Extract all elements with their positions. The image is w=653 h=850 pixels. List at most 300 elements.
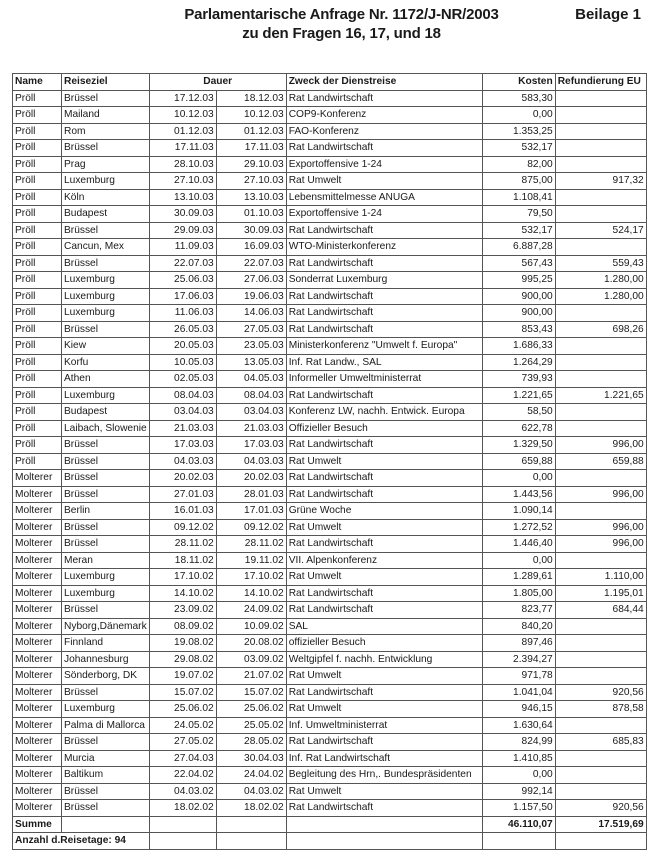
- trip-refund: 684,44: [555, 602, 646, 619]
- trip-end-date: 30.04.03: [216, 750, 286, 767]
- trip-purpose: COP9-Konferenz: [286, 107, 482, 124]
- trip-end-date: 25.06.02: [216, 701, 286, 718]
- trip-destination: Brüssel: [62, 519, 150, 536]
- trip-destination: Rom: [62, 123, 150, 140]
- trip-end-date: 03.04.03: [216, 404, 286, 421]
- table-row: [13, 404, 647, 421]
- travel-expenses-table: [12, 73, 647, 850]
- table-row: [13, 239, 647, 256]
- trip-cost: 1.221,65: [482, 387, 555, 404]
- trip-destination: Meran: [62, 552, 150, 569]
- trip-cost: 622,78: [482, 420, 555, 437]
- trip-purpose: Rat Landwirtschaft: [286, 321, 482, 338]
- attachment-label: Beilage 1: [575, 6, 641, 23]
- trip-cost: 1.446,40: [482, 536, 555, 553]
- trip-refund: 996,00: [555, 437, 646, 454]
- trip-destination: Kiew: [62, 338, 150, 355]
- trip-refund: [555, 618, 646, 635]
- trip-destination: Brüssel: [62, 321, 150, 338]
- trip-name: Molterer: [13, 585, 62, 602]
- document-subtitle: zu den Fragen 16, 17, und 18: [242, 25, 441, 42]
- trip-destination: Budapest: [62, 404, 150, 421]
- trip-cost: 1.353,25: [482, 123, 555, 140]
- trip-purpose: Offizieller Besuch: [286, 420, 482, 437]
- trip-cost: 971,78: [482, 668, 555, 685]
- trip-destination: Brüssel: [62, 602, 150, 619]
- trip-cost: 2.394,27: [482, 651, 555, 668]
- trip-end-date: 18.02.02: [216, 800, 286, 817]
- trip-name: Molterer: [13, 717, 62, 734]
- trip-end-date: 16.09.03: [216, 239, 286, 256]
- trip-name: Pröll: [13, 123, 62, 140]
- table-row: [13, 123, 647, 140]
- trip-purpose: Rat Landwirtschaft: [286, 585, 482, 602]
- trip-end-date: 29.10.03: [216, 156, 286, 173]
- trip-name: Pröll: [13, 338, 62, 355]
- table-row: [13, 767, 647, 784]
- table-row: [13, 420, 647, 437]
- column-header-purpose: Zweck der Dienstreise: [286, 74, 482, 91]
- trip-refund: 996,00: [555, 536, 646, 553]
- trip-start-date: 11.06.03: [149, 305, 216, 322]
- trip-start-date: 17.06.03: [149, 288, 216, 305]
- trip-purpose: Informeller Umweltministerrat: [286, 371, 482, 388]
- trip-start-date: 27.04.03: [149, 750, 216, 767]
- trip-end-date: 13.05.03: [216, 354, 286, 371]
- trip-end-date: 28.11.02: [216, 536, 286, 553]
- trip-end-date: 25.05.02: [216, 717, 286, 734]
- trip-purpose: Inf. Rat Landwirtschaft: [286, 750, 482, 767]
- trip-cost: 739,93: [482, 371, 555, 388]
- trip-destination: Johannesburg: [62, 651, 150, 668]
- trip-name: Molterer: [13, 536, 62, 553]
- trip-end-date: 27.06.03: [216, 272, 286, 289]
- trip-start-date: 27.01.03: [149, 486, 216, 503]
- trip-cost: 567,43: [482, 255, 555, 272]
- trip-purpose: Rat Umwelt: [286, 453, 482, 470]
- trip-destination: Brüssel: [62, 453, 150, 470]
- trip-purpose: Weltgipfel f. nachh. Entwicklung: [286, 651, 482, 668]
- table-row: [13, 90, 647, 107]
- trip-end-date: 17.03.03: [216, 437, 286, 454]
- trip-name: Molterer: [13, 800, 62, 817]
- trip-purpose: Rat Landwirtschaft: [286, 602, 482, 619]
- table-row: [13, 387, 647, 404]
- trip-end-date: 20.08.02: [216, 635, 286, 652]
- trip-end-date: 28.05.02: [216, 734, 286, 751]
- trip-end-date: 20.02.03: [216, 470, 286, 487]
- trip-purpose: Rat Umwelt: [286, 668, 482, 685]
- trip-start-date: 17.10.02: [149, 569, 216, 586]
- trip-start-date: 22.07.03: [149, 255, 216, 272]
- trip-name: Molterer: [13, 635, 62, 652]
- trip-name: Molterer: [13, 668, 62, 685]
- trip-name: Pröll: [13, 140, 62, 157]
- trip-start-date: 25.06.03: [149, 272, 216, 289]
- trip-refund: 1.195,01: [555, 585, 646, 602]
- trip-purpose: Rat Landwirtschaft: [286, 470, 482, 487]
- trip-name: Molterer: [13, 651, 62, 668]
- trip-cost: 1.630,64: [482, 717, 555, 734]
- trip-name: Pröll: [13, 354, 62, 371]
- trip-start-date: 04.03.02: [149, 783, 216, 800]
- trip-destination: Brüssel: [62, 437, 150, 454]
- trip-end-date: 21.03.03: [216, 420, 286, 437]
- trip-destination: Luxemburg: [62, 569, 150, 586]
- trip-purpose: Rat Landwirtschaft: [286, 305, 482, 322]
- trip-end-date: 30.09.03: [216, 222, 286, 239]
- trip-cost: 1.041,04: [482, 684, 555, 701]
- table-row: [13, 569, 647, 586]
- trip-start-date: 13.10.03: [149, 189, 216, 206]
- trip-start-date: 29.08.02: [149, 651, 216, 668]
- trip-refund: 659,88: [555, 453, 646, 470]
- trip-purpose: Rat Landwirtschaft: [286, 800, 482, 817]
- trip-cost: 0,00: [482, 767, 555, 784]
- table-row: [13, 734, 647, 751]
- trip-start-date: 28.11.02: [149, 536, 216, 553]
- trip-refund: [555, 651, 646, 668]
- trip-purpose: Lebensmittelmesse ANUGA: [286, 189, 482, 206]
- table-row: [13, 288, 647, 305]
- trip-name: Pröll: [13, 387, 62, 404]
- trip-start-date: 21.03.03: [149, 420, 216, 437]
- table-row: [13, 354, 647, 371]
- trip-end-date: 10.09.02: [216, 618, 286, 635]
- trip-end-date: 27.10.03: [216, 173, 286, 190]
- trip-destination: Brüssel: [62, 783, 150, 800]
- trip-end-date: 22.07.03: [216, 255, 286, 272]
- trip-refund: 1.110,00: [555, 569, 646, 586]
- trip-start-date: 04.03.03: [149, 453, 216, 470]
- table-row: [13, 486, 647, 503]
- trip-refund: [555, 371, 646, 388]
- trip-end-date: 04.03.03: [216, 453, 286, 470]
- trip-cost: 1.686,33: [482, 338, 555, 355]
- trip-purpose: Rat Landwirtschaft: [286, 387, 482, 404]
- trip-refund: 920,56: [555, 684, 646, 701]
- trip-name: Pröll: [13, 156, 62, 173]
- column-header-name: Name: [13, 74, 62, 91]
- trip-purpose: Rat Umwelt: [286, 173, 482, 190]
- trip-start-date: 25.06.02: [149, 701, 216, 718]
- trip-end-date: 21.07.02: [216, 668, 286, 685]
- trip-refund: [555, 470, 646, 487]
- trip-refund: 559,43: [555, 255, 646, 272]
- trip-name: Molterer: [13, 552, 62, 569]
- trip-start-date: 24.05.02: [149, 717, 216, 734]
- trip-start-date: 14.10.02: [149, 585, 216, 602]
- trip-destination: Brüssel: [62, 734, 150, 751]
- trip-refund: 996,00: [555, 519, 646, 536]
- trip-destination: Brüssel: [62, 684, 150, 701]
- column-header-destination: Reiseziel: [62, 74, 150, 91]
- trip-cost: 900,00: [482, 288, 555, 305]
- table-row: [13, 618, 647, 635]
- trip-purpose: Rat Umwelt: [286, 701, 482, 718]
- trip-cost: 824,99: [482, 734, 555, 751]
- trip-purpose: Ministerkonferenz "Umwelt f. Europa": [286, 338, 482, 355]
- trip-start-date: 22.04.02: [149, 767, 216, 784]
- column-header-refund: Refundierung EU: [555, 74, 646, 91]
- trip-purpose: Rat Landwirtschaft: [286, 437, 482, 454]
- trip-refund: [555, 305, 646, 322]
- trip-start-date: 11.09.03: [149, 239, 216, 256]
- travel-days-row: [13, 833, 647, 850]
- trip-refund: [555, 338, 646, 355]
- trip-name: Molterer: [13, 767, 62, 784]
- trip-cost: 840,20: [482, 618, 555, 635]
- trip-name: Molterer: [13, 503, 62, 520]
- table-row: [13, 371, 647, 388]
- trip-name: Molterer: [13, 684, 62, 701]
- trip-cost: 946,15: [482, 701, 555, 718]
- trip-start-date: 23.09.02: [149, 602, 216, 619]
- trip-purpose: FAO-Konferenz: [286, 123, 482, 140]
- trip-start-date: 03.04.03: [149, 404, 216, 421]
- trip-refund: [555, 767, 646, 784]
- table-row: [13, 321, 647, 338]
- trip-start-date: 27.05.02: [149, 734, 216, 751]
- cost-total: 46.110,07: [482, 816, 555, 833]
- trip-end-date: 14.06.03: [216, 305, 286, 322]
- trip-destination: Nyborg,Dänemark: [62, 618, 150, 635]
- trip-name: Molterer: [13, 470, 62, 487]
- trip-name: Pröll: [13, 107, 62, 124]
- trip-name: Pröll: [13, 206, 62, 223]
- trip-cost: 823,77: [482, 602, 555, 619]
- trip-destination: Athen: [62, 371, 150, 388]
- trip-purpose: offizieller Besuch: [286, 635, 482, 652]
- trip-cost: 1.410,85: [482, 750, 555, 767]
- document-title: Parlamentarische Anfrage Nr. 1172/J-NR/2003: [184, 6, 499, 23]
- trip-start-date: 02.05.03: [149, 371, 216, 388]
- trip-end-date: 01.12.03: [216, 123, 286, 140]
- trip-cost: 583,30: [482, 90, 555, 107]
- trip-cost: 853,43: [482, 321, 555, 338]
- table-row: [13, 684, 647, 701]
- trip-end-date: 13.10.03: [216, 189, 286, 206]
- trip-end-date: 24.09.02: [216, 602, 286, 619]
- trip-name: Pröll: [13, 321, 62, 338]
- trip-destination: Korfu: [62, 354, 150, 371]
- table-row: [13, 717, 647, 734]
- trip-name: Molterer: [13, 734, 62, 751]
- table-row: [13, 635, 647, 652]
- trip-refund: [555, 189, 646, 206]
- trip-start-date: 08.09.02: [149, 618, 216, 635]
- table-row: [13, 222, 647, 239]
- trip-purpose: Inf. Umweltministerrat: [286, 717, 482, 734]
- trip-destination: Laibach, Slowenie: [62, 420, 150, 437]
- trip-purpose: Exportoffensive 1-24: [286, 206, 482, 223]
- trip-cost: 1.805,00: [482, 585, 555, 602]
- table-row: [13, 800, 647, 817]
- trip-name: Molterer: [13, 602, 62, 619]
- empty-cell: [286, 816, 482, 833]
- trip-refund: 920,56: [555, 800, 646, 817]
- trip-start-date: 18.02.02: [149, 800, 216, 817]
- trip-start-date: 01.12.03: [149, 123, 216, 140]
- trip-start-date: 09.12.02: [149, 519, 216, 536]
- trip-cost: 58,50: [482, 404, 555, 421]
- trip-refund: 917,32: [555, 173, 646, 190]
- trip-refund: [555, 717, 646, 734]
- trip-start-date: 26.05.03: [149, 321, 216, 338]
- trip-end-date: 08.04.03: [216, 387, 286, 404]
- trip-refund: 1.280,00: [555, 288, 646, 305]
- table-row: [13, 783, 647, 800]
- table-row: [13, 338, 647, 355]
- table-row: [13, 536, 647, 553]
- trip-cost: 532,17: [482, 140, 555, 157]
- table-row: [13, 305, 647, 322]
- table-row: [13, 585, 647, 602]
- trip-destination: Budapest: [62, 206, 150, 223]
- trip-start-date: 10.05.03: [149, 354, 216, 371]
- table-row: [13, 140, 647, 157]
- trip-destination: Cancun, Mex: [62, 239, 150, 256]
- trip-end-date: 04.03.02: [216, 783, 286, 800]
- trip-refund: [555, 123, 646, 140]
- trip-purpose: WTO-Ministerkonferenz: [286, 239, 482, 256]
- trip-purpose: Rat Landwirtschaft: [286, 255, 482, 272]
- trip-start-date: 30.09.03: [149, 206, 216, 223]
- trip-cost: 6.887,28: [482, 239, 555, 256]
- trip-purpose: Rat Landwirtschaft: [286, 140, 482, 157]
- trip-cost: 1.289,61: [482, 569, 555, 586]
- trip-cost: 995,25: [482, 272, 555, 289]
- trip-name: Pröll: [13, 222, 62, 239]
- trip-name: Molterer: [13, 750, 62, 767]
- trip-purpose: Rat Landwirtschaft: [286, 222, 482, 239]
- trip-destination: Luxemburg: [62, 701, 150, 718]
- empty-cell: [62, 816, 150, 833]
- trip-end-date: 14.10.02: [216, 585, 286, 602]
- trip-start-date: 17.03.03: [149, 437, 216, 454]
- trip-refund: [555, 206, 646, 223]
- trip-cost: 992,14: [482, 783, 555, 800]
- trip-refund: [555, 635, 646, 652]
- table-row: [13, 453, 647, 470]
- trip-cost: 900,00: [482, 305, 555, 322]
- trip-purpose: Rat Landwirtschaft: [286, 684, 482, 701]
- trip-destination: Luxemburg: [62, 305, 150, 322]
- trip-refund: 1.280,00: [555, 272, 646, 289]
- trip-destination: Brüssel: [62, 90, 150, 107]
- trip-purpose: Rat Landwirtschaft: [286, 734, 482, 751]
- trip-destination: Finnland: [62, 635, 150, 652]
- summary-row: [13, 816, 647, 833]
- trip-end-date: 19.06.03: [216, 288, 286, 305]
- table-row: [13, 552, 647, 569]
- trip-purpose: Konferenz LW, nachh. Entwick. Europa: [286, 404, 482, 421]
- trip-refund: 524,17: [555, 222, 646, 239]
- trip-destination: Prag: [62, 156, 150, 173]
- table-row: [13, 651, 647, 668]
- trip-refund: [555, 239, 646, 256]
- trip-name: Pröll: [13, 420, 62, 437]
- trip-destination: Baltikum: [62, 767, 150, 784]
- trip-start-date: 19.07.02: [149, 668, 216, 685]
- table-row: [13, 107, 647, 124]
- column-header-cost: Kosten: [482, 74, 555, 91]
- trip-destination: Brüssel: [62, 470, 150, 487]
- trip-name: Molterer: [13, 783, 62, 800]
- trip-name: Pröll: [13, 404, 62, 421]
- table-row: [13, 272, 647, 289]
- trip-refund: [555, 90, 646, 107]
- refund-total: 17.519,69: [555, 816, 646, 833]
- trip-name: Pröll: [13, 371, 62, 388]
- trip-name: Molterer: [13, 701, 62, 718]
- table-row: [13, 470, 647, 487]
- trip-destination: Sönderborg, DK: [62, 668, 150, 685]
- trip-purpose: Grüne Woche: [286, 503, 482, 520]
- trip-end-date: 17.11.03: [216, 140, 286, 157]
- trip-start-date: 17.11.03: [149, 140, 216, 157]
- trip-refund: [555, 503, 646, 520]
- trip-purpose: Begleitung des Hrn,. Bundespräsidenten: [286, 767, 482, 784]
- empty-cell: [216, 816, 286, 833]
- trip-destination: Köln: [62, 189, 150, 206]
- trip-start-date: 29.09.03: [149, 222, 216, 239]
- empty-cell: [149, 816, 216, 833]
- trip-end-date: 18.12.03: [216, 90, 286, 107]
- trip-start-date: 08.04.03: [149, 387, 216, 404]
- trip-purpose: Rat Landwirtschaft: [286, 536, 482, 553]
- trip-cost: 0,00: [482, 470, 555, 487]
- trip-start-date: 20.05.03: [149, 338, 216, 355]
- table-row: [13, 189, 647, 206]
- trip-name: Pröll: [13, 272, 62, 289]
- trip-destination: Luxemburg: [62, 272, 150, 289]
- table-row: [13, 519, 647, 536]
- trip-purpose: VII. Alpenkonferenz: [286, 552, 482, 569]
- trip-end-date: 01.10.03: [216, 206, 286, 223]
- trip-purpose: Sonderrat Luxemburg: [286, 272, 482, 289]
- trip-destination: Brüssel: [62, 140, 150, 157]
- trip-name: Pröll: [13, 453, 62, 470]
- trip-cost: 897,46: [482, 635, 555, 652]
- trip-refund: [555, 404, 646, 421]
- table-row: [13, 701, 647, 718]
- trip-refund: [555, 552, 646, 569]
- trip-destination: Berlin: [62, 503, 150, 520]
- trip-refund: 685,83: [555, 734, 646, 751]
- trip-purpose: Rat Umwelt: [286, 519, 482, 536]
- trip-name: Pröll: [13, 305, 62, 322]
- trip-cost: 1.272,52: [482, 519, 555, 536]
- trip-destination: Brüssel: [62, 536, 150, 553]
- trip-end-date: 03.09.02: [216, 651, 286, 668]
- trip-cost: 1.264,29: [482, 354, 555, 371]
- trip-cost: 532,17: [482, 222, 555, 239]
- trip-start-date: 27.10.03: [149, 173, 216, 190]
- trip-refund: [555, 750, 646, 767]
- trip-name: Pröll: [13, 189, 62, 206]
- trip-name: Pröll: [13, 288, 62, 305]
- trip-name: Molterer: [13, 519, 62, 536]
- empty-cell: [286, 833, 482, 850]
- trip-end-date: 27.05.03: [216, 321, 286, 338]
- trip-cost: 82,00: [482, 156, 555, 173]
- trip-start-date: 15.07.02: [149, 684, 216, 701]
- trip-start-date: 20.02.03: [149, 470, 216, 487]
- trip-destination: Murcia: [62, 750, 150, 767]
- trip-destination: Mailand: [62, 107, 150, 124]
- trip-refund: 878,58: [555, 701, 646, 718]
